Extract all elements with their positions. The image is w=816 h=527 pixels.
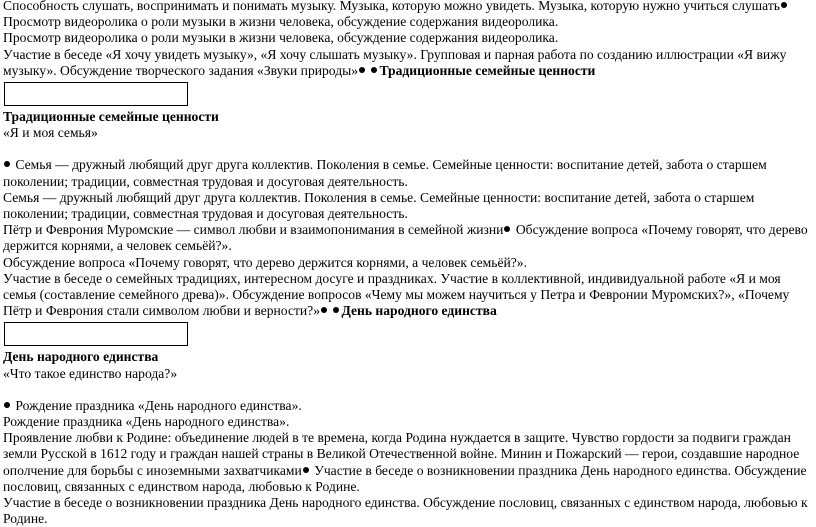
paragraph-family-collective: Семья — дружный любящий друг друга коллектив. Поколения в семье. Семейные ценности: воспитание детей, забота о старшем поколении; традиции, совместная трудовая и досуговая деятельность. bbox=[3, 189, 755, 222]
text-love-for-homeland: Проявление любви к Родине: объединение людей в те времена, когда Родина нуждается в защите. Чувство гордости за подвиги граждан земли Русской в 1612 году и граждан нашей страны в Великой Отечественной войне. Минин и Пожарский — герои, создавшие народное ополчение для борьбы с иноземными захватчиками bbox=[3, 430, 800, 478]
section-subtitle-me-and-family: «Я и моя семья» bbox=[3, 125, 98, 141]
paragraph-music-activities bbox=[3, 47, 813, 79]
section-subtitle-what-is-unity: «Что такое единство народа?» bbox=[3, 365, 178, 381]
bullet-icon bbox=[321, 307, 327, 313]
bullet-icon bbox=[359, 67, 365, 73]
bullet-icon bbox=[504, 226, 510, 232]
paragraph-peter-fevronia bbox=[3, 222, 813, 254]
bullet-icon bbox=[4, 161, 10, 167]
bullet-icon bbox=[4, 402, 10, 408]
answer-input-box[interactable] bbox=[4, 322, 188, 346]
section-title-unity-day: День народного единства bbox=[3, 349, 159, 365]
paragraph-family-traditions bbox=[3, 271, 813, 320]
spacer bbox=[3, 382, 813, 398]
section-title-family-values: Традиционные семейные ценности bbox=[3, 109, 219, 125]
inline-heading-unity-day: День народного единства bbox=[341, 303, 497, 319]
text-video-review: Просмотр видеоролика о роли музыки в жизни человека, обсуждение содержания видеоролика. bbox=[3, 14, 559, 30]
text-music-listen: Способность слушать, воспринимать и понимать музыку. Музыка, которую можно увидеть. Музыка, которую нужно учиться слушать bbox=[3, 0, 780, 13]
text-unity-discussion: Участие в беседе о возникновении праздника День народного единства. Обсуждение пословиц, связанных с единством народа, любовью к Родине. bbox=[3, 462, 807, 494]
paragraph-holiday-birth: Рождение праздника «День народного единства». bbox=[3, 414, 290, 430]
bullet-icon bbox=[781, 2, 787, 8]
paragraph-tree-roots: Обсуждение вопроса «Почему говорят, что дерево держится корнями, а человек семьёй?». bbox=[3, 254, 527, 270]
paragraph-music-intro bbox=[3, 0, 813, 30]
inline-heading-family-values: Традиционные семейные ценности bbox=[379, 62, 596, 78]
bullet-icon bbox=[333, 307, 339, 313]
spacer bbox=[3, 141, 813, 157]
bullet-item-family bbox=[3, 157, 813, 189]
text-tree-roots-question: Обсуждение вопроса «Почему говорят, что дерево держится корнями, а человек семьёй?». bbox=[3, 222, 808, 254]
text-holiday-birth: Рождение праздника «День народного единства». bbox=[12, 397, 302, 413]
text-family-collective: Семья — дружный любящий друг друга коллектив. Поколения в семье. Семейные ценности: воспитание детей, забота о старшем поколении; традиции, совместная трудовая и досуговая деятельность. bbox=[3, 157, 767, 189]
text-peter-fevronia: Пётр и Феврония Муромские — символ любви и взаимопонимания в семейной жизни bbox=[3, 222, 504, 238]
text-music-activities: Участие в беседе «Я хочу увидеть музыку», «Я хочу слышать музыку». Групповая и парная работа по созданию иллюстрации «Я вижу музыку». Обсуждение творческого задания «Звуки природы» bbox=[3, 46, 787, 78]
answer-input-box[interactable] bbox=[4, 82, 188, 106]
bullet-item-holiday-birth bbox=[3, 398, 813, 414]
paragraph-love-for-homeland bbox=[3, 430, 813, 495]
bullet-icon bbox=[303, 467, 309, 473]
paragraph-unity-discussion: Участие в беседе о возникновении праздника День народного единства. Обсуждение пословиц, связанных с единством народа, любовью к Родине. bbox=[3, 495, 808, 527]
text-family-traditions: Участие в беседе о семейных традициях, интересном досуге и праздниках. Участие в коллективной, индивидуальной работе «Я и моя семья (составление семейного древа)». Обсуждение вопросов «Чему мы можем научиться у Петра и Февронии Муромских?», «Почему Пётр и Феврония стали символом любви и верности?» bbox=[3, 270, 790, 319]
paragraph-video-review: Просмотр видеоролика о роли музыки в жизни человека, обсуждение содержания видеоролика. bbox=[3, 30, 559, 46]
bullet-icon bbox=[371, 67, 377, 73]
